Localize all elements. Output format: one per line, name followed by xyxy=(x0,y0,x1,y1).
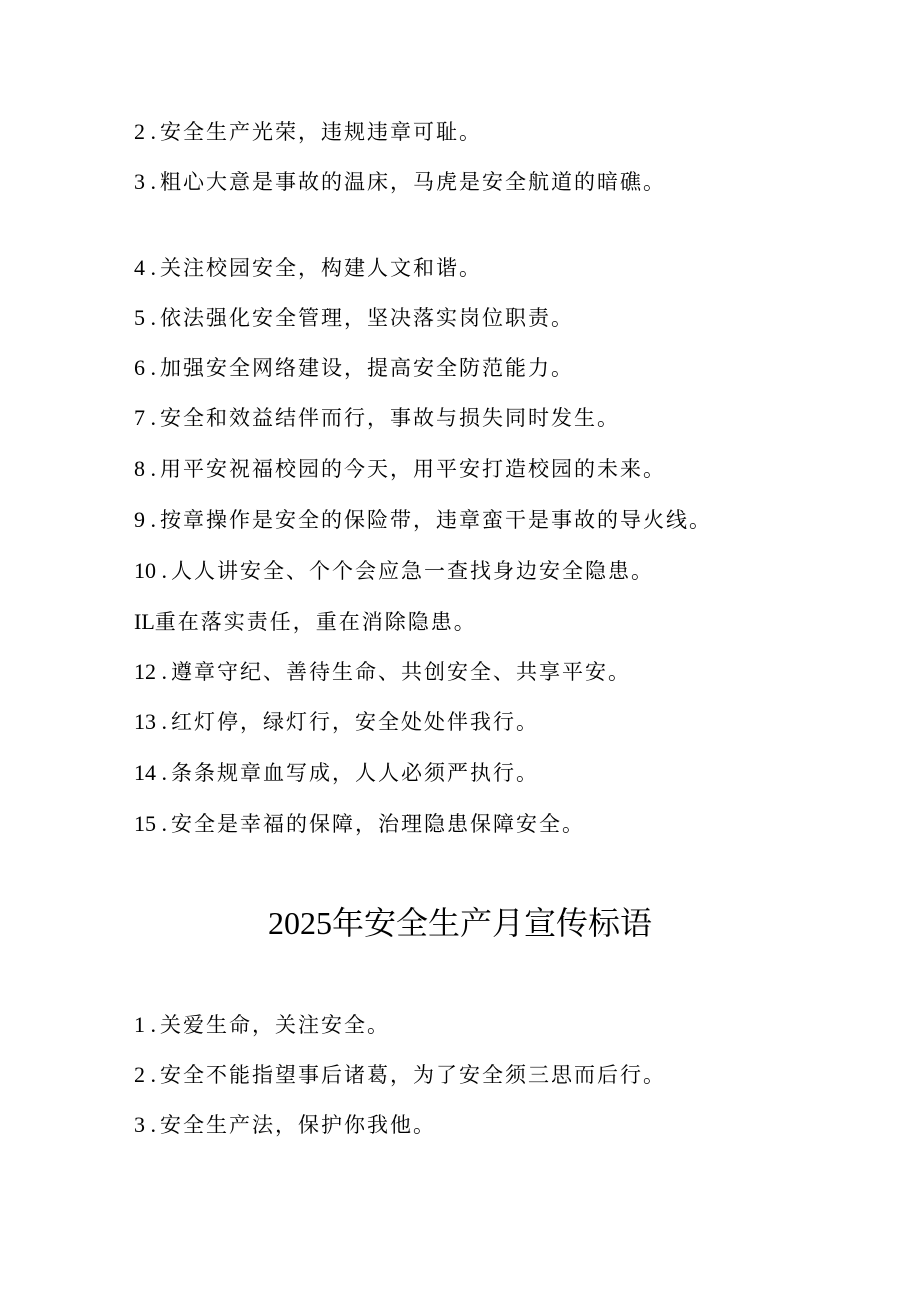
slogan-line xyxy=(134,1061,666,1089)
slogan-text: 依法强化安全管理，坚决落实岗位职责。 xyxy=(160,306,574,330)
item-number: 14 . xyxy=(134,760,167,785)
slogan-text: 关爱生命，关注安全。 xyxy=(160,1013,390,1037)
slogan-text: 红灯停，绿灯行，安全处处伴我行。 xyxy=(171,710,539,734)
slogan-text: 安全生产法，保护你我他。 xyxy=(160,1113,436,1137)
slogan-line xyxy=(134,455,666,483)
slogan-text: 粗心大意是事故的温床，马虎是安全航道的暗礁。 xyxy=(160,170,666,194)
item-number: 8 . xyxy=(134,456,156,481)
section-heading: 2025年安全生产月宣传标语 xyxy=(267,905,652,941)
item-number: 13 . xyxy=(134,709,167,734)
slogan-line xyxy=(134,404,620,432)
slogan-text: 安全是幸福的保障，治理隐患保障安全。 xyxy=(171,812,585,836)
item-number: 2 . xyxy=(134,119,156,144)
slogan-line xyxy=(134,506,712,534)
slogan-text: 条条规章血写成，人人必须严执行。 xyxy=(171,761,539,785)
slogan-line xyxy=(134,810,585,838)
slogan-line xyxy=(134,759,539,787)
item-number: 15 . xyxy=(134,811,167,836)
slogan-line xyxy=(134,354,574,382)
item-number: 7 . xyxy=(134,405,156,430)
slogan-text: 按章操作是安全的保险带，违章蛮干是事故的导火线。 xyxy=(160,508,712,532)
slogan-text: 遵章守纪、善待生命、共创安全、共享平安。 xyxy=(171,660,631,684)
slogan-line xyxy=(134,557,654,585)
slogan-text: 用平安祝福校园的今天，用平安打造校园的未来。 xyxy=(160,457,666,481)
slogan-line xyxy=(134,1011,390,1039)
item-number: 4 . xyxy=(134,255,156,280)
item-number: 6 . xyxy=(134,355,156,380)
slogan-text: 安全不能指望事后诸葛，为了安全须三思而后行。 xyxy=(160,1063,666,1087)
slogan-text: 加强安全网络建设，提高安全防范能力。 xyxy=(160,356,574,380)
item-number: 5 . xyxy=(134,305,156,330)
slogan-line xyxy=(134,708,539,736)
slogan-text: 安全生产光荣，违规违章可耻。 xyxy=(160,120,482,144)
item-number: 10 . xyxy=(134,558,167,583)
slogan-line xyxy=(134,254,482,282)
item-number: 2 . xyxy=(134,1062,156,1087)
slogan-line xyxy=(134,168,666,196)
slogan-line xyxy=(134,304,574,332)
item-number: 12 . xyxy=(134,659,167,684)
slogan-text: 安全和效益结伴而行，事故与损失同时发生。 xyxy=(160,406,620,430)
item-number: 3 . xyxy=(134,169,156,194)
item-number: 1 . xyxy=(134,1012,156,1037)
item-number: IL xyxy=(134,609,155,634)
slogan-line xyxy=(134,118,482,146)
slogan-text: 重在落实责任，重在消除隐患。 xyxy=(154,610,477,634)
slogan-line xyxy=(134,1111,436,1139)
item-number: 9 . xyxy=(134,507,156,532)
slogan-text: 人人讲安全、个个会应急一查找身边安全隐患。 xyxy=(171,559,654,583)
item-number: 3 . xyxy=(134,1112,156,1137)
slogan-line xyxy=(134,608,477,636)
slogan-line xyxy=(134,658,631,686)
slogan-text: 关注校园安全，构建人文和谐。 xyxy=(160,256,482,280)
